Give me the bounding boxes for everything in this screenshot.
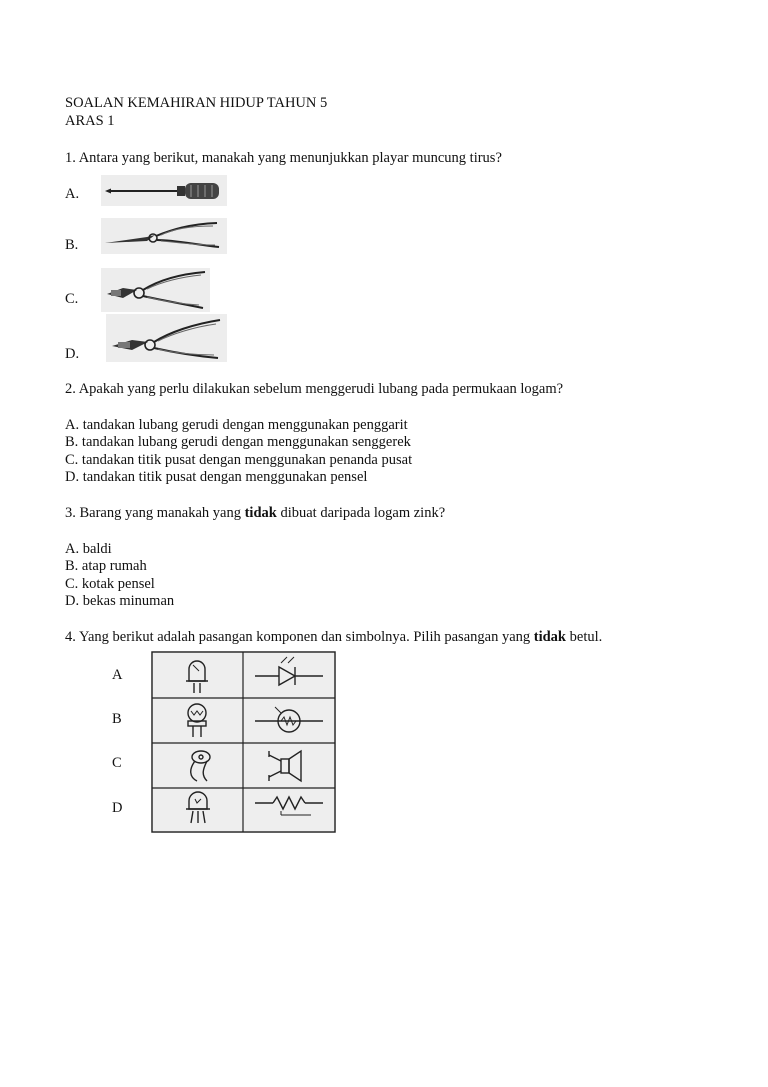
q4-option-c[interactable]: C — [112, 755, 122, 771]
long-nose-pliers-image — [101, 218, 227, 254]
transistor-component-icon — [186, 792, 210, 823]
component-symbol-table — [151, 651, 336, 833]
q2-question: 2. Apakah yang perlu dilakukan sebelum menggerudi lubang pada permukaan logam? — [65, 381, 564, 397]
q3-option-d[interactable]: D. bekas minuman — [65, 593, 175, 609]
level-label: ARAS 1 — [65, 113, 115, 129]
q1-option-a[interactable]: A. — [65, 186, 80, 202]
combination-pliers-image — [106, 314, 227, 362]
q4-emphasis: tidak — [533, 629, 567, 645]
slip-joint-pliers-image — [101, 268, 210, 312]
led-symbol-icon — [255, 657, 323, 685]
resistor-symbol-icon — [255, 797, 323, 815]
q4-option-d[interactable]: D — [112, 800, 123, 816]
q3-question: 3. Barang yang manakah yang tidak dibuat daripada logam zink? — [65, 505, 446, 521]
q3-option-b[interactable]: B. atap rumah — [65, 558, 147, 574]
q1-option-d[interactable]: D. — [65, 346, 80, 362]
speaker-component-icon — [191, 751, 210, 781]
q3-option-c[interactable]: C. kotak pensel — [65, 576, 155, 592]
q3-emphasis: tidak — [244, 505, 277, 521]
screwdriver-image — [101, 175, 227, 206]
q1-question: 1. Antara yang berikut, manakah yang menunjukkan playar muncung tirus? — [65, 150, 502, 166]
speaker-symbol-icon — [269, 751, 301, 781]
page-title: SOALAN KEMAHIRAN HIDUP TAHUN 5 — [65, 95, 328, 111]
q2-option-b[interactable]: B. tandakan lubang gerudi dengan menggunakan senggerek — [65, 434, 411, 450]
q2-option-d[interactable]: D. tandakan titik pusat dengan menggunakan pensel — [65, 469, 368, 485]
q1-option-c[interactable]: C. — [65, 291, 79, 307]
ldr-component-icon — [188, 704, 206, 737]
ldr-symbol-icon — [255, 707, 323, 732]
q3-option-a[interactable]: A. baldi — [65, 541, 112, 557]
q2-option-a[interactable]: A. tandakan lubang gerudi dengan menggunakan penggarit — [65, 417, 408, 433]
q4-option-b[interactable]: B — [112, 711, 122, 727]
q4-question: 4. Yang berikut adalah pasangan komponen dan simbolnya. Pilih pasangan yang tidak betul. — [65, 629, 603, 645]
q1-option-b[interactable]: B. — [65, 237, 79, 253]
q4-option-a[interactable]: A — [112, 667, 123, 683]
q2-option-c[interactable]: C. tandakan titik pusat dengan menggunakan penanda pusat — [65, 452, 413, 468]
led-component-icon — [186, 661, 208, 693]
